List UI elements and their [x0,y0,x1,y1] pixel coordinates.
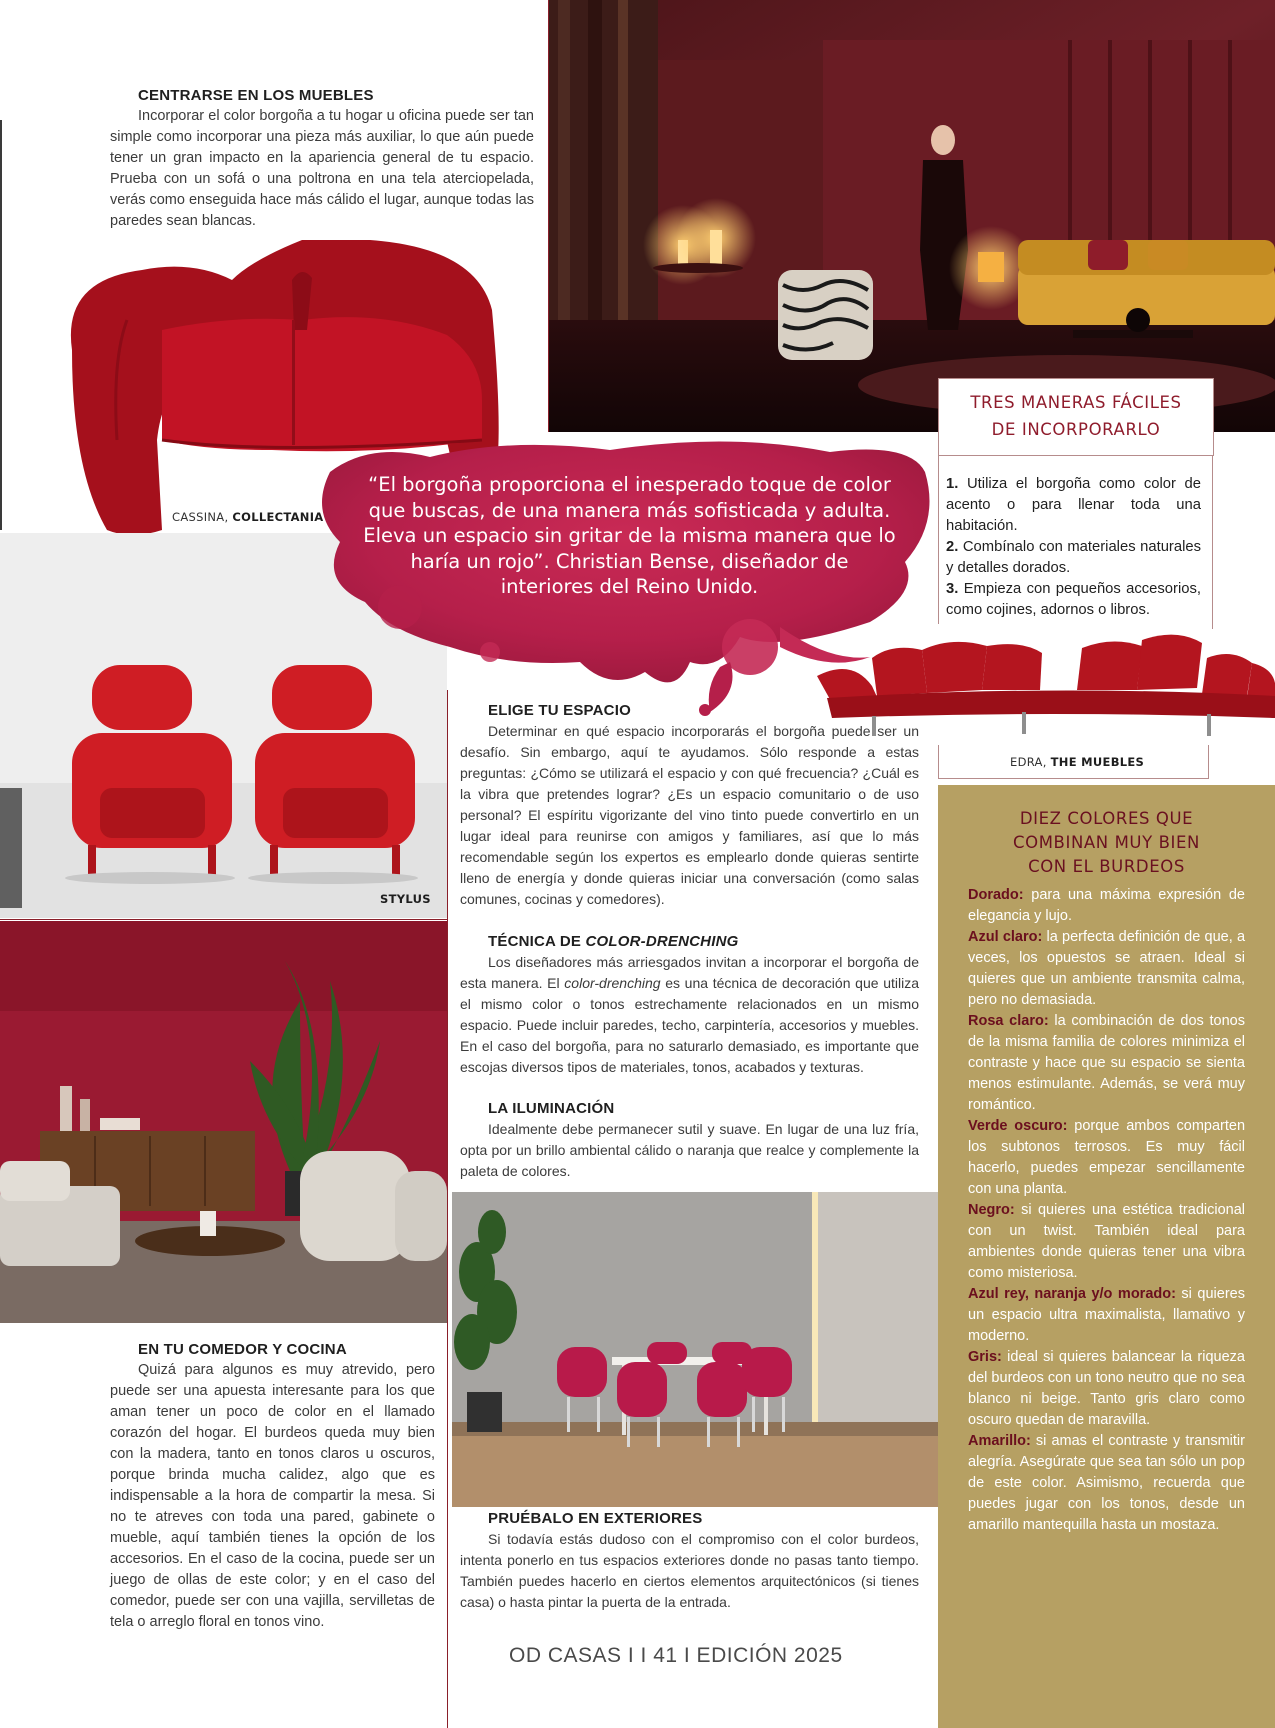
section-title: ELIGE TU ESPACIO [488,702,631,719]
pull-quote: “El borgoña proporciona el inesperado toque de color que buscas, de una manera más sofisticada y adulta. Eleva un espacio sin gritar de la misma manera que lo haría un rojo”. Christian Bense, diseñador de interiores del Reino Unido. [363,473,896,598]
section-title: CENTRARSE EN LOS MUEBLES [138,87,374,104]
color-item: Dorado: para una máxima expresión de elegancia y lujo. [968,887,1245,924]
section-body: Si todavía estás dudoso con el compromiso con el color burdeos, intenta ponerlo en tus espacios exteriores donde no pasas tanto tiempo. También puedes hacerlo en ciertos elementos arquitectónicos (si tienes casa) o hasta pintar la puerta de la entrada. [460,1531,919,1610]
section-body: Idealmente debe permanecer sutil y suave. En lugar de una luz fría, opta por un brillo ambiental cálido o naranja que realce y complemente la paleta de colores. [460,1121,919,1179]
color-list [968,885,1245,1536]
section-espacio [460,702,919,910]
color-item: Rosa claro: la combinación de dos tonos de la misma familia de colores minimiza el contraste y hace que su espacio se sienta menos estimulante. Además, se verá muy romántico. [968,1013,1245,1113]
left-edge-rule [0,120,2,530]
page-footer: OD CASAS I I 41 I EDICIÓN 2025 [509,1644,843,1667]
section-comedor [110,1341,435,1633]
color-item: Azul rey, naranja y/o morado: si quieres un espacio ultra maximalista, llamativo y moderno. [968,1286,1245,1344]
tips-frame-left [938,454,939,624]
section-title: PRUÉBALO EN EXTERIORES [488,1510,703,1527]
color-item: Negro: si quieres una estética tradicional con un twist. También ideal para ambientes donde quieras tener una vibra como misteriosa. [968,1202,1245,1281]
section-body: Incorporar el color borgoña a tu hogar u oficina puede ser tan simple como incorporar una pieza más auxiliar, lo que aún puede tener un gran impacto en la apariencia general de tu espacio. Prueba con un sofá o una poltrona en una tela aterciopelada, verás como enseguida hace más cálido el lugar, aunque todas las paredes sean blancas. [110,108,534,229]
tips-title: TRES MANERAS FÁCILES DE INCORPORARLO [970,393,1182,439]
tips-frame-right [1212,454,1213,629]
sidebar-title: DIEZ COLORES QUE COMBINAN MUY BIEN CON EL BURDEOS [1013,809,1200,876]
color-item: Gris: ideal si quieres balancear la riqueza del burdeos con un tono neutro que no sea blanco ni beige. Tanto gris claro como oscuro quedan de maravilla. [968,1349,1245,1428]
section-drenching [460,933,919,1078]
section-exteriores [460,1510,919,1613]
color-item: Azul claro: la perfecta definición de que, a veces, los opuestos se atraen. Ideal si quieres que un ambiente transmita calma, pero no demasiada. [968,929,1246,1008]
sofa-caption: CASSINA, COLLECTANIA [172,510,324,524]
section-body: Determinar en qué espacio incorporarás el borgoña puede ser un desafío. Sin embargo, aquí te ayudamos. Sólo responde a estas preguntas: ¿Cómo se utilizará el espacio y con qué frecuencia? ¿Cuál es la vibra que pretendes lograr? ¿Es un espacio comunitario o de uso personal? El espíritu vigorizante del vino tinto puede convertirlo en un lugar ideal para reunirse con amigos y familiares, así que lo más recomendable según los expertos es emplearlo donde quieras sentirte lleno de energía y donde quieras iniciar una conversación (como salas comunes, cocinas y comedores). [460,723,919,907]
column-divider [447,690,448,1728]
red-wall-living-room-photo [0,921,447,1323]
section-muebles [110,87,534,232]
caption-frame-right [1208,745,1209,778]
section-body: Quizá para algunos es muy atrevido, pero puede ser una apuesta interesante para los que aman tener un poco de color en el llamado corazón del hogar. El burdeos queda muy bien con la madera, tanto en tonos claros u oscuros, porque brinda mucha calidez, algo que es indispensable a la hora de compartir la mesa. Si no te atreves con toda una pared, gabinete o mueble, aquí también tienes la opción de los accesorios. En el caso de la cocina, puede ser un juego de ollas de este color; y en el caso del comedor, puede ser con una vajilla, servilletas de tela o arreglo floral en tonos vino. [110,1362,435,1630]
tips-list [946,474,1201,621]
caption-frame-bottom [938,778,1209,779]
horizontal-rule [0,919,447,920]
colors-sidebar [938,785,1275,1728]
caption-frame-left [938,745,939,778]
tip-item: 3. Empieza con pequeños accesorios, como cojines, adornos o libros. [946,581,1201,618]
section-title: TÉCNICA DE COLOR-DRENCHING [488,933,739,950]
color-item: Verde oscuro: porque ambos comparten los subtonos terrosos. Es muy fácil hacerlo, puedes empezar sencillamente con una planta. [968,1118,1246,1197]
sectional-caption: EDRA, THE MUEBLES [1010,755,1145,769]
section-iluminacion [460,1100,919,1182]
tips-title-box [938,378,1214,456]
column-divider [548,0,549,432]
color-item: Amarillo: si amas el contraste y transmitir alegría. Asegúrate que sea tan sólo un pop de este color. Asimismo, recuerda que puedes jugar con los tonos, desde un amarillo mantequilla hasta un mostaza. [968,1433,1245,1533]
dining-room-photo [452,1192,938,1507]
section-title: EN TU COMEDOR Y COCINA [138,1341,347,1358]
section-title: LA ILUMINACIÓN [488,1100,615,1117]
section-body: Los diseñadores más arriesgados invitan a incorporar el borgoña de esta manera. El color-drenching es una técnica de decoración que utiliza el mismo color o tonos estrechamente relacionados en un mismo espacio. Puede incluir paredes, techo, carpintería, accesorios y muebles. En el caso del borgoña, para no saturarlo demasiado, es importante que escojas diversos tipos de materiales, tonos, acabados y texturas. [460,954,919,1075]
armchairs-caption: STYLUS [380,892,431,906]
burgundy-living-room-photo [548,0,1275,432]
tip-item: 1. Utiliza el borgoña como color de acento o para llenar toda una habitación. [946,476,1201,534]
tip-item: 2. Combínalo con materiales naturales y detalles dorados. [946,539,1201,576]
